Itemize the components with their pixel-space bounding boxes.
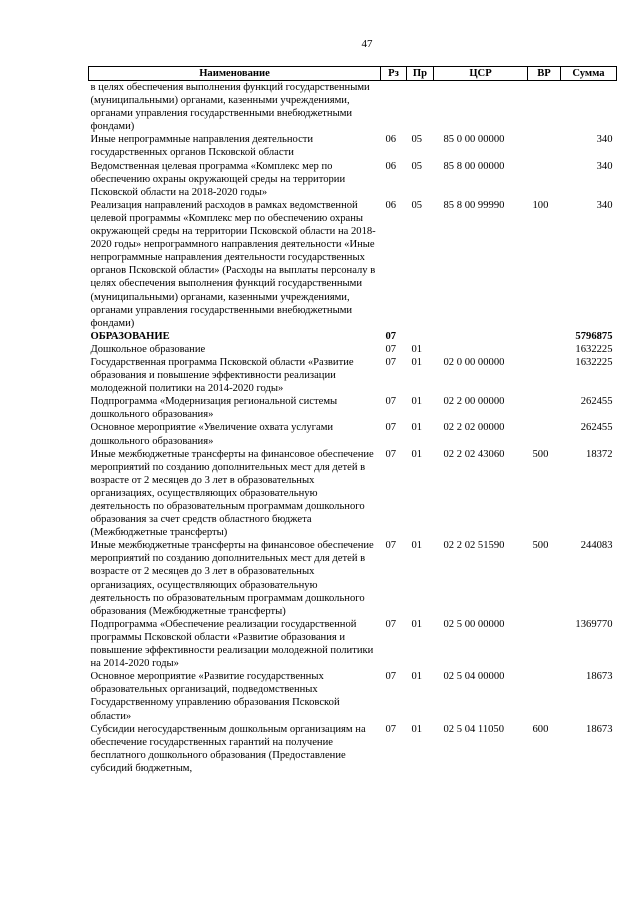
row-csr: 85 8 00 00000: [443, 160, 505, 172]
row-vr: [528, 160, 561, 199]
row-pr: 05: [411, 199, 423, 211]
table-row: [89, 356, 617, 395]
row-csr: 02 0 00 00000: [443, 356, 505, 368]
row-vr: 500: [532, 540, 549, 552]
row-rz: 07: [385, 540, 397, 552]
row-rz: 06: [385, 134, 397, 146]
row-sum: 5796875: [575, 330, 613, 342]
row-pr: 01: [411, 540, 423, 552]
row-sum: 340: [596, 199, 613, 211]
row-pr: 05: [411, 134, 423, 146]
table-row: [89, 421, 617, 447]
header-vr: ВР: [528, 67, 561, 81]
row-sum: 262455: [580, 422, 613, 434]
row-rz: 07: [385, 356, 397, 368]
row-rz: 07: [385, 422, 397, 434]
row-pr: 01: [411, 343, 423, 355]
row-rz: 06: [385, 199, 397, 211]
row-rz: 07: [385, 330, 397, 342]
row-pr: 01: [411, 396, 423, 408]
row-sum: 262455: [580, 396, 613, 408]
row-pr: [407, 81, 434, 134]
row-csr: 02 2 02 43060: [443, 448, 505, 460]
row-vr: [528, 618, 561, 670]
table-row: [89, 395, 617, 421]
row-csr: 02 2 00 00000: [443, 396, 505, 408]
row-rz: 07: [385, 723, 397, 735]
table-row: [89, 199, 617, 330]
row-vr: [528, 81, 561, 134]
row-name: Ведомственная целевая программа «Комплекс мер по обеспечению охраны окружающей среды на территории Псковской области на 2018-2020 годы»: [90, 160, 346, 198]
row-sum: 18673: [586, 671, 613, 683]
row-csr: 02 2 02 00000: [443, 422, 505, 434]
row-pr: 01: [411, 671, 423, 683]
row-name: Иные межбюджетные трансферты на финансовое обеспечение мероприятий по созданию дополнительных мест для детей в возрасте от 2 месяцев до 3 лет в образовательных организациях, осуществляющих образовательную деятельность по образовательным программам дошкольного образования (Межбюджетные трансферты): [90, 540, 374, 617]
row-sum: 340: [596, 160, 613, 172]
row-rz: 07: [385, 671, 397, 683]
table-header: [89, 67, 617, 81]
table-row: [89, 618, 617, 670]
row-name: Государственная программа Псковской области «Развитие образования и повышение эффективности реализации молодежной политики на 2014-2020 годы»: [90, 356, 354, 395]
row-name: ОБРАЗОВАНИЕ: [90, 330, 170, 342]
row-sum: 18673: [586, 723, 613, 735]
row-name: Основное мероприятие «Увеличение охвата услугами дошкольного образования»: [90, 422, 334, 447]
header-rz: Рз: [381, 67, 407, 81]
row-vr: [528, 395, 561, 421]
header-csr: ЦСР: [434, 67, 528, 81]
row-pr: [407, 330, 434, 343]
row-rz: 06: [385, 160, 397, 172]
row-vr: [528, 421, 561, 447]
row-name: Основное мероприятие «Развитие государственных образовательных организаций, подведомственных Государственному управлению образования Псковской области»: [90, 671, 340, 722]
row-sum: 340: [596, 134, 613, 146]
row-rz: [381, 81, 407, 134]
row-vr: 100: [532, 199, 549, 211]
row-pr: 01: [411, 723, 423, 735]
table-row: [89, 539, 617, 618]
header-pr: Пр: [407, 67, 434, 81]
row-sum: 1369770: [575, 618, 613, 630]
row-sum: 244083: [580, 540, 613, 552]
table-row: [89, 133, 617, 159]
page-number: 47: [361, 38, 373, 50]
row-sum: 1632225: [575, 343, 613, 355]
table-row: [89, 670, 617, 722]
row-csr: [434, 330, 528, 343]
row-vr: [528, 330, 561, 343]
row-vr: [528, 133, 561, 159]
row-sum: 18372: [586, 448, 613, 460]
header-name: Наименование: [89, 67, 381, 81]
row-csr: 02 2 02 51590: [443, 540, 505, 552]
row-rz: 07: [385, 396, 397, 408]
row-name: Реализация направлений расходов в рамках ведомственной целевой программы «Комплекс мер по обеспечению охраны окружающей среды на территории Псковской области на 2018-2020 годы» непрограммного направления деятельности «Иные непрограммные направления деятельности государственных органов Псковской области» (Расходы на выплаты персоналу в целях обеспечения выполнения функций государственными (муниципальными) органами, казенными учреждениями, органами управления государственными внебюджетными фондами): [90, 199, 376, 329]
row-vr: [528, 356, 561, 395]
row-pr: 05: [411, 160, 423, 172]
table-row: [89, 448, 617, 540]
row-csr: 85 8 00 99990: [443, 199, 505, 211]
row-rz: 07: [385, 343, 397, 355]
row-pr: 01: [411, 422, 423, 434]
row-name: Дошкольное образование: [90, 343, 206, 355]
row-csr: 85 0 00 00000: [443, 134, 505, 146]
row-pr: 01: [411, 356, 423, 368]
row-pr: 01: [411, 448, 423, 460]
row-vr: [528, 343, 561, 356]
section-row: [89, 330, 617, 343]
row-csr: [434, 81, 528, 134]
row-vr: 500: [532, 448, 549, 460]
header-sum: Сумма: [561, 67, 617, 81]
row-name: Подпрограмма «Модернизация региональной системы дошкольного образования»: [90, 396, 338, 421]
table-row: [89, 160, 617, 199]
row-sum: 1632225: [575, 356, 613, 368]
row-csr: 02 5 00 00000: [443, 618, 505, 630]
budget-table: [88, 66, 617, 775]
row-csr: [434, 343, 528, 356]
row-csr: 02 5 04 11050: [443, 723, 505, 735]
row-name: Подпрограмма «Обеспечение реализации государственной программы Псковской области «Развитие образования и повышение эффективности реализации молодежной политики на 2014-2020 годы»: [90, 618, 374, 670]
row-rz: 07: [385, 448, 397, 460]
row-csr: 02 5 04 00000: [443, 671, 505, 683]
row-name: Иные непрограммные направления деятельности государственных органов Псковской области: [90, 134, 314, 159]
row-pr: 01: [411, 618, 423, 630]
row-name: Иные межбюджетные трансферты на финансовое обеспечение мероприятий по созданию дополнительных мест для детей в возрасте от 2 месяцев до 3 лет в образовательных организациях, осуществляющих образовательную деятельность по образовательным программам дошкольного образования за счет средств областного бюджета (Межбюджетные трансферты): [90, 448, 374, 539]
row-sum: [561, 81, 617, 134]
row-vr: [528, 670, 561, 722]
row-name: в целях обеспечения выполнения функций государственными (муниципальными) органами, казенными учреждениями, органами управления государственными внебюджетными фондами): [90, 82, 370, 133]
table-row: [89, 81, 617, 134]
table-row: [89, 723, 617, 775]
row-rz: 07: [385, 618, 397, 630]
table-row: [89, 343, 617, 356]
row-name: Субсидии негосударственным дошкольным организациям на обеспечение государственных гарантий на получение бесплатного дошкольного образования (Предоставление субсидий бюджетным,: [90, 723, 366, 774]
row-vr: 600: [532, 723, 549, 735]
